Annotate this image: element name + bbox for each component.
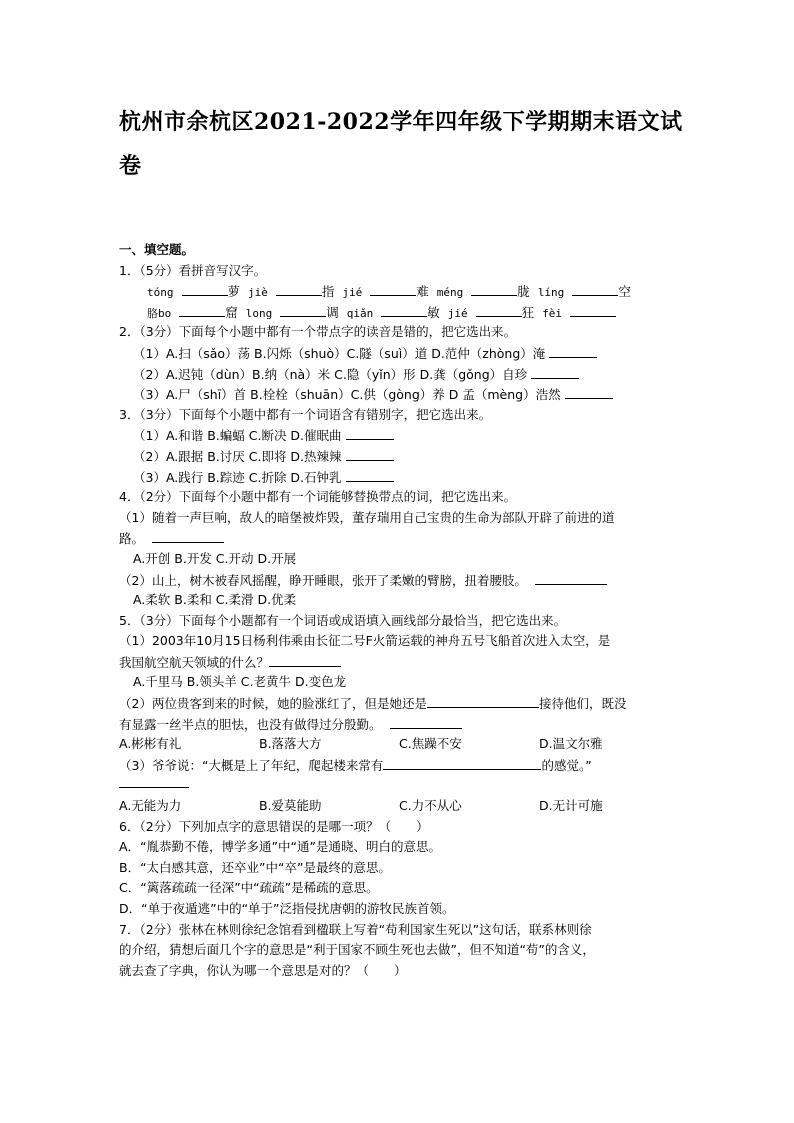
answer-blank[interactable] [572,281,618,296]
pinyin: jiè [248,286,268,300]
hanzi: 难 [416,284,429,300]
q6-option-a: A．“胤恭勤不倦，博学多通”中“通”是通晓、明白的意思。 [119,839,441,855]
q3-item-3 [119,467,679,488]
sentence-text: （2）山上，树木被春风摇醒，睁开睡眼，张开了柔嫩的臂膀，扭着腰肢。 [119,572,527,588]
option-a: A.无能为力 [119,798,182,814]
q7-line1: 7．（2分）张林在林则徐纪念馆看到楹联上写着“苟利国家生死以”这句话，联系林则徐 [119,921,592,937]
pinyin: méng [436,286,464,300]
q2-item-2 [119,364,679,385]
q4-stem: 4．（2分）下面每个小题中都有一个词能够替换带点的词，把它选出来。 [119,489,517,505]
q7-line2: 的介绍，猜想后面几个字的意思是“利于国家不顾生死也去做”，但不知道“苟”的含义， [119,942,595,958]
fill-blank[interactable] [427,693,539,708]
sentence-text: （3）爷爷说：“大概是上了年纪，爬起楼来常有 [119,757,384,773]
q5-stem: 5．（3分）下面每个小题都有一个词语或成语填入画线部分最恰当，把它选出来。 [119,612,567,628]
option-d: D.无计可施 [539,798,603,814]
q4-s2 [119,570,679,591]
option-c: C.焦躁不安 [399,736,462,752]
answer-blank[interactable] [565,384,613,399]
pinyin: jié [447,306,468,320]
answer-blank[interactable] [549,343,597,358]
hanzi: 胧 [517,284,530,300]
pinyin: jié [342,286,363,300]
pinyin: fèi [542,306,563,320]
sentence-text: （2）两位贵客到来的时候，她的脸涨红了，但是她还是 [119,696,427,712]
sentence-text: 我国航空航天领域的什么？ [119,654,270,670]
sentence-text: 接待他们，既没 [538,696,627,712]
q5-s2-line2 [119,714,679,735]
q2-item-1 [119,343,679,364]
hanzi: 萝 [227,284,241,300]
pinyin: qiǎn [346,306,374,320]
q5-s3-options [119,796,679,817]
page-title: 杭州市余杭区2021-2022学年四年级下学期期末语文试卷 [119,109,683,179]
answer-blank[interactable] [381,302,427,317]
answer-blank[interactable] [276,281,322,296]
option-d: D.温文尔雅 [539,736,603,752]
sentence-text: 路。 [119,531,145,547]
q5-s3-line1 [119,755,679,776]
q3-item-2 [119,446,679,467]
answer-blank[interactable] [471,281,517,296]
option-text: （3）A.尸（shī）首 B.栓栓（shuān）C.供（gòng）养 D 孟（mèng）浩然 [133,387,561,403]
option-text: （2）A.迟钝（dùn）B.纳（nà）米 C.隐（yǐn）形 D.龚（gǒng）自珍 [133,366,528,382]
answer-blank[interactable] [370,281,416,296]
q4-s2-options: A.柔软 B.柔和 C.柔滑 D.优柔 [133,592,297,608]
answer-blank[interactable] [182,281,228,296]
option-a: A.彬彬有礼 [119,736,182,752]
q4-s1-line2 [119,528,679,549]
answer-blank[interactable] [531,364,579,379]
q6-stem: 6．（2分）下列加点字的意思错误的是哪一项？（ ） [119,818,429,834]
answer-blank[interactable] [570,302,616,317]
q2-stem: 2．（3分）下面每个小题中都有一个带点字的读音是错的，把它选出来。 [119,324,517,340]
option-c: C.力不从心 [399,798,462,814]
pinyin: long [245,306,273,320]
sentence-text: 的感觉。” [541,757,592,773]
hanzi: 狂 [521,304,535,320]
pinyin: tóng [147,286,174,300]
answer-blank[interactable] [535,570,607,585]
q5-s1-line1: （1）2003年10月15日杨利伟乘由长征二号F火箭运载的神舟五号飞船首次进入太空，是 [119,633,611,649]
option-text: （3）A.践行 B.踪迹 C.折除 D.石钟乳 [133,469,342,485]
q5-s1-line2 [119,652,679,673]
answer-blank[interactable] [179,302,225,317]
option-text: （1）A.和谐 B.蝙蝠 C.断决 D.催眠曲 [133,428,342,444]
answer-blank[interactable] [346,467,394,482]
q5-s1-options: A.千里马 B.领头羊 C.老黄牛 D.变色龙 [133,674,347,690]
answer-blank[interactable] [390,714,462,729]
q6-option-d: D．“单于夜遁逃”中的“单于”泛指侵扰唐朝的游牧民族首领。 [119,901,455,916]
q1-row2 [119,302,679,323]
q1-row1 [119,281,679,302]
q3-item-1 [119,425,679,446]
option-text: （2）A.跟据 B.讨厌 C.即将 D.热辣辣 [133,448,342,464]
q1-stem: 1．（5分）看拼音写汉字。 [119,262,267,278]
option-text: （1）A.扫（sǎo）荡 B.闪烁（shuò）C.隧（suì）道 D.范仲（zhòng）淹 [133,345,546,361]
pinyin: líng [537,286,565,300]
answer-blank[interactable] [346,425,394,440]
q6-option-b: B．“太白感其意，还卒业”中“卒”是最终的意思。 [119,859,391,875]
exam-content [119,240,679,981]
option-b: B.落落大方 [259,736,322,752]
q7-line3: 就去查了字典，你认为哪一个意思是对的？（ ） [119,962,407,978]
answer-blank[interactable] [476,302,522,317]
answer-blank[interactable] [269,652,341,667]
answer-blank[interactable] [280,302,326,317]
q5-s3-line2 [119,775,679,796]
option-b: B.爱莫能助 [259,798,322,814]
answer-blank[interactable] [119,775,189,788]
q6-option-c: C．“篱落疏疏一径深”中“疏疏”是稀疏的意思。 [119,880,379,896]
sentence-text: 有显露一丝半点的胆怯，也没有做得过分殷勤。 [119,716,382,732]
q5-s2-options [119,734,679,755]
q3-stem: 3．（3分）下面每个小题中都有一个词语含有错别字，把它选出来。 [119,406,492,422]
hanzi: 指 [321,284,335,300]
hanzi: 窟 [225,304,238,320]
hanzi: 空 [618,284,631,300]
hanzi: 调 [326,304,339,320]
q5-s2-line1 [119,693,679,714]
section-heading: 一、填空题。 [119,242,195,257]
q4-s1-line1: （1）随着一声巨响，敌人的暗堡被炸毁，董存瑞用自己宝贵的生命为部队开辟了前进的道 [119,509,615,525]
q2-item-3 [119,384,679,405]
answer-blank[interactable] [346,446,394,461]
pinyin: 胳bo [147,306,172,320]
fill-blank[interactable] [383,755,541,770]
answer-blank[interactable] [152,528,224,543]
q4-s1-options: A.开创 B.开发 C.开动 D.开展 [133,550,297,566]
hanzi: 敏 [427,304,440,320]
